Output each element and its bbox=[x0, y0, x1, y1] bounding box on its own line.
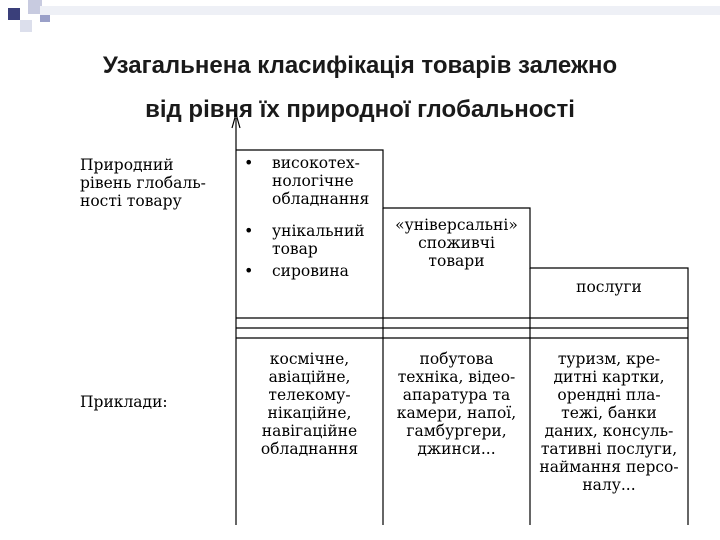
header-item-line: сировина bbox=[272, 262, 349, 280]
header-item-line: товар bbox=[272, 240, 318, 258]
header-item-line: унікальний bbox=[272, 222, 365, 240]
header-item-raw bbox=[272, 262, 349, 280]
axis-label bbox=[80, 156, 206, 210]
example-line: орендні пла- bbox=[557, 386, 661, 404]
example-line: нікаційне, bbox=[267, 404, 352, 422]
example-line: наймання персо- bbox=[539, 458, 679, 476]
header-item-line: обладнання bbox=[272, 190, 370, 208]
header-services bbox=[530, 278, 688, 296]
example-line: налу... bbox=[582, 476, 636, 494]
header-consumer-goods bbox=[383, 216, 530, 270]
header-item-unique bbox=[272, 222, 365, 258]
bullet-icon: • bbox=[244, 153, 254, 172]
header-item-hightech bbox=[272, 154, 369, 208]
title-line-2: від рівня їх природної глобальності bbox=[145, 96, 575, 123]
header-item-line: високотех- bbox=[272, 154, 360, 172]
example-line: телекому- bbox=[268, 386, 351, 404]
example-line: космічне, bbox=[269, 350, 350, 368]
example-line: техніка, відео- bbox=[397, 368, 516, 386]
title-line-1: Узагальнена класифікація товарів залежно bbox=[102, 52, 618, 79]
axis-label-line: Природний bbox=[80, 156, 174, 174]
example-line: дитні картки, bbox=[553, 368, 665, 386]
examples-label: Приклади: bbox=[80, 393, 168, 411]
axis-label-line: рівень глобаль- bbox=[80, 174, 206, 192]
example-line: апаратура та bbox=[402, 386, 511, 404]
example-line: гамбургери, bbox=[406, 422, 507, 440]
example-line: тежі, банки bbox=[561, 404, 657, 422]
examples-services bbox=[530, 350, 688, 494]
example-line: джинси... bbox=[417, 440, 496, 458]
example-line: обладнання bbox=[260, 440, 359, 458]
header-line: товари bbox=[428, 252, 485, 270]
example-line: авіаційне, bbox=[268, 368, 351, 386]
example-line: туризм, кре- bbox=[557, 350, 661, 368]
examples-hightech bbox=[236, 350, 383, 458]
example-line: тативні послуги, bbox=[540, 440, 678, 458]
examples-consumer-goods bbox=[383, 350, 530, 458]
bullet-icon: • bbox=[244, 221, 254, 240]
header-line: споживчі bbox=[418, 234, 495, 252]
header-item-line: нологічне bbox=[272, 172, 354, 190]
axis-label-line: ності товару bbox=[80, 192, 182, 210]
example-line: навігаційне bbox=[261, 422, 358, 440]
bullet-icon: • bbox=[244, 261, 254, 280]
example-line: даних, консуль- bbox=[544, 422, 674, 440]
header-line: «універсальні» bbox=[395, 216, 518, 234]
example-line: камери, напої, bbox=[396, 404, 517, 422]
example-line: побутова bbox=[419, 350, 494, 368]
header-line: послуги bbox=[576, 278, 642, 296]
